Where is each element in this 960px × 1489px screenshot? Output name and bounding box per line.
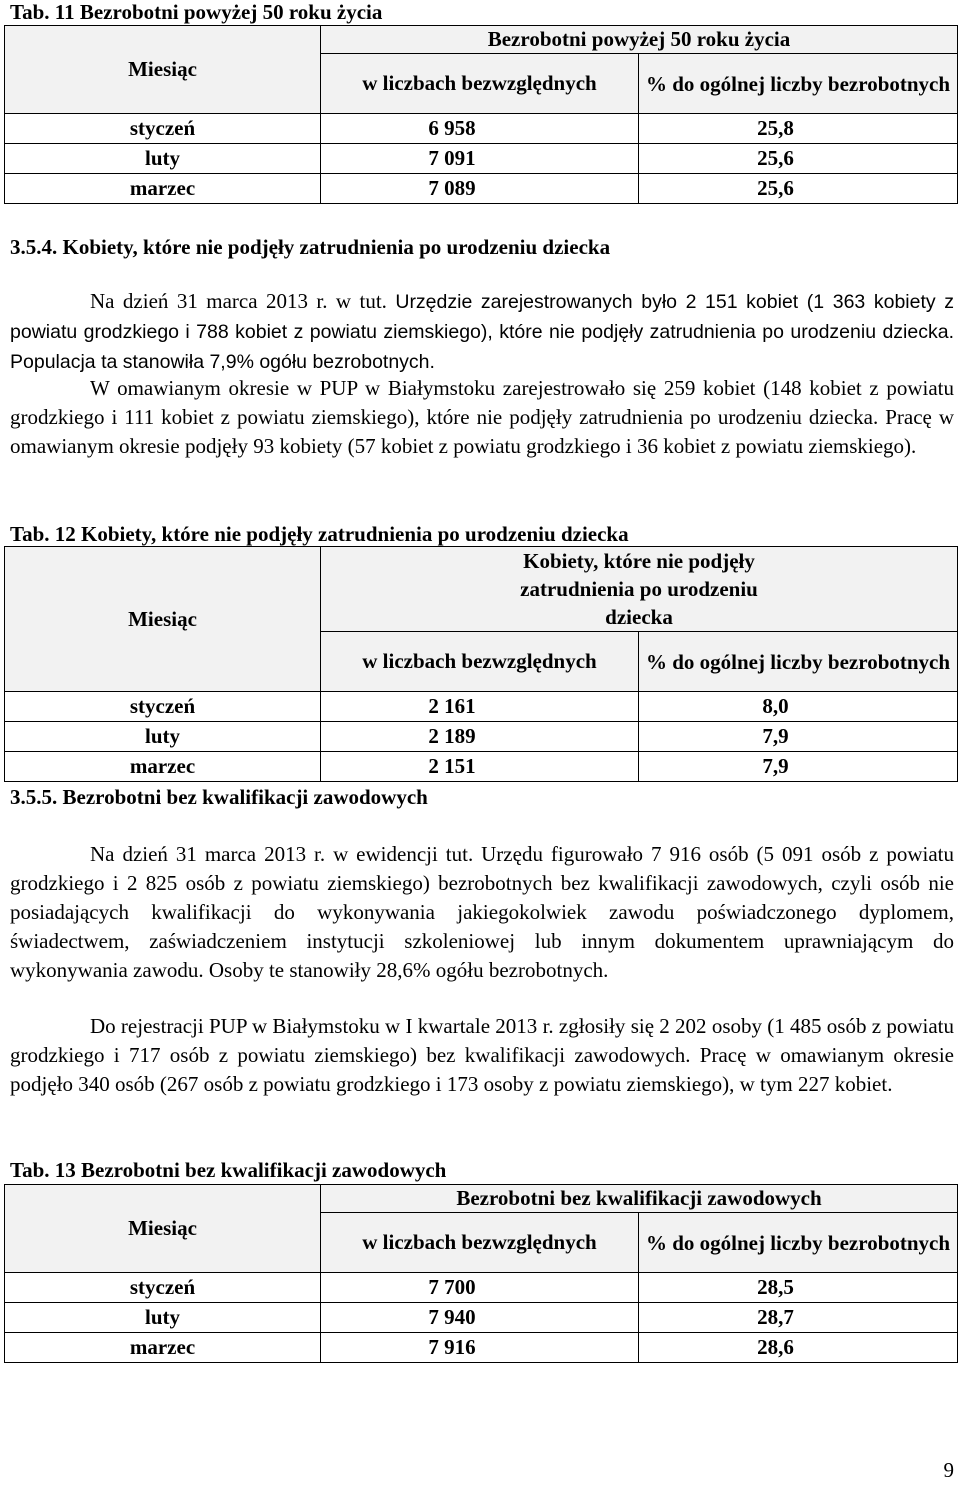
tab12-col-abs-header: w liczbach bezwzględnych: [321, 632, 639, 692]
abs-value-cell: 7 089: [321, 174, 639, 204]
table-row: [5, 1303, 958, 1333]
tab11-col-abs-header: w liczbach bezwzględnych: [321, 54, 639, 114]
month-cell: marzec: [5, 1333, 321, 1363]
section-355-heading: 3.5.5. Bezrobotni bez kwalifikacji zawodowych: [10, 785, 428, 809]
month-cell: marzec: [5, 174, 321, 204]
abs-value-cell: 7 940: [321, 1303, 639, 1333]
table-row: [5, 722, 958, 752]
tab12-month-header: Miesiąc: [5, 547, 321, 692]
month-cell: luty: [5, 144, 321, 174]
tab11-table: [4, 25, 958, 204]
table-row: [5, 752, 958, 782]
tab11-caption: Tab. 11 Bezrobotni powyżej 50 roku życia: [10, 0, 383, 24]
abs-value-cell: 6 958: [321, 114, 639, 144]
tab13-col-pct-header: % do ogólnej liczby bezrobotnych: [639, 1213, 958, 1273]
abs-value-cell: 2 161: [321, 692, 639, 722]
paragraph-sans-part: Urzędzie zarejestrowanych było 2 151 kobiet (1 363 kobiety z powiatu grodzkiego i 788 kobiet z powiatu ziemskiego), które nie podjęły zatrudnienia po urodzeniu dziecka. Populacja ta stanowiła 7,9% ogółu bezrobotnych.: [10, 291, 954, 373]
month-cell: luty: [5, 722, 321, 752]
tab11-month-header: Miesiąc: [5, 26, 321, 114]
section-354-heading: 3.5.4. Kobiety, które nie podjęły zatrudnienia po urodzeniu dziecka: [10, 235, 611, 259]
tab13-caption: Tab. 13 Bezrobotni bez kwalifikacji zawodowych: [10, 1158, 447, 1182]
abs-value-cell: 7 700: [321, 1273, 639, 1303]
paragraph-serif-part: Na dzień 31 marca 2013 r. w tut.: [90, 289, 387, 313]
abs-value-cell: 2 151: [321, 752, 639, 782]
table-row: [5, 114, 958, 144]
tab12-table: [4, 546, 958, 782]
page-number: 9: [943, 1458, 954, 1482]
tab12-caption: Tab. 12 Kobiety, które nie podjęły zatrudnienia po urodzeniu dziecka: [10, 522, 629, 546]
tab11-col-pct-header: % do ogólnej liczby bezrobotnych: [639, 54, 958, 114]
month-cell: styczeń: [5, 692, 321, 722]
tab12-col-pct-header: % do ogólnej liczby bezrobotnych: [639, 632, 958, 692]
abs-value-cell: 7 916: [321, 1333, 639, 1363]
pct-value-cell: 28,5: [639, 1273, 958, 1303]
pct-value-cell: 7,9: [639, 752, 958, 782]
pct-value-cell: 8,0: [639, 692, 958, 722]
pct-value-cell: 25,8: [639, 114, 958, 144]
tab13-table: [4, 1184, 958, 1363]
section-354-paragraph-2: W omawianym okresie w PUP w Białymstoku zarejestrowało się 259 kobiet (148 kobiet z powiatu grodzkiego i 111 kobiet z powiatu ziemskiego), które nie podjęły zatrudnienia po urodzeniu dziecka. Pracę w omawianym okresie podjęły 93 kobiety (57 kobiet z powiatu grodzkiego i 36 kobiet z powiatu ziemskiego).: [10, 376, 954, 458]
abs-value-cell: 2 189: [321, 722, 639, 752]
tab11-group-header: Bezrobotni powyżej 50 roku życia: [321, 26, 958, 54]
pct-value-cell: 28,7: [639, 1303, 958, 1333]
pct-value-cell: 25,6: [639, 144, 958, 174]
abs-value-cell: 7 091: [321, 144, 639, 174]
pct-value-cell: 25,6: [639, 174, 958, 204]
table-row: [5, 1273, 958, 1303]
pct-value-cell: 7,9: [639, 722, 958, 752]
table-row: [5, 1333, 958, 1363]
tab13-col-abs-header: w liczbach bezwzględnych: [321, 1213, 639, 1273]
table-row: [5, 174, 958, 204]
tab13-group-header: Bezrobotni bez kwalifikacji zawodowych: [321, 1185, 958, 1213]
pct-value-cell: 28,6: [639, 1333, 958, 1363]
month-cell: styczeń: [5, 114, 321, 144]
month-cell: marzec: [5, 752, 321, 782]
month-cell: luty: [5, 1303, 321, 1333]
month-cell: styczeń: [5, 1273, 321, 1303]
section-355-paragraph-2: Do rejestracji PUP w Białymstoku w I kwartale 2013 r. zgłosiły się 2 202 osoby (1 485 osób z powiatu grodzkiego i 717 osób z powiatu ziemskiego) bez kwalifikacji zawodowych. Pracę w omawianym okresie podjęło 340 osób (267 osób z powiatu grodzkiego i 173 osoby z powiatu ziemskiego), w tym 227 kobiet.: [10, 1014, 954, 1096]
section-355-paragraph-1: Na dzień 31 marca 2013 r. w ewidencji tut. Urzędu figurowało 7 916 osób (5 091 osób z powiatu grodzkiego i 2 825 osób z powiatu ziemskiego) bezrobotnych bez kwalifikacji zawodowych, czyli osób nie posiadających kwalifikacji do wykonywania jakiegokolwiek zawodu poświadczonego dyplomem, świadectwem, zaświadczeniem instytucji szkoleniowej lub innym dokumentem uprawniającym do wykonywania zawodu. Osoby te stanowiły 28,6% ogółu bezrobotnych.: [10, 842, 954, 982]
tab12-group-header: Kobiety, które nie podjęły zatrudnienia po urodzeniu dziecka: [321, 547, 958, 632]
tab13-month-header: Miesiąc: [5, 1185, 321, 1273]
table-row: [5, 144, 958, 174]
section-354-paragraph-1: [10, 287, 954, 377]
table-row: [5, 692, 958, 722]
